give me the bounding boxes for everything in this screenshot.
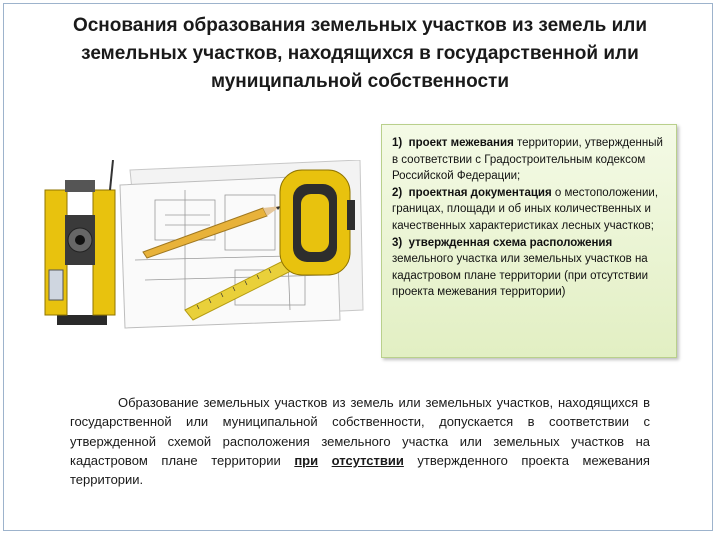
item-heading: утвержденная схема расположения xyxy=(408,236,613,249)
item-text: о местоположении, границах, площади и об иных количественных и качественных характеристиках лесных участков; xyxy=(392,186,659,232)
list-item xyxy=(392,235,668,301)
underlined-word: при xyxy=(294,452,319,468)
item-number: 1) xyxy=(392,137,403,149)
item-heading: проектная документация xyxy=(408,186,552,199)
page-title: Основания образования земельных участков из земель или земельных участков, находящихся в государственной или муниципальной собственности xyxy=(72,15,648,92)
list-item xyxy=(392,185,668,235)
surveying-illustration xyxy=(35,160,365,330)
underlined-word: отсутствии xyxy=(331,452,404,468)
item-text: земельного участка или земельных участков на кадастровом плане территории (при отсутствии проекта межевания территории) xyxy=(392,253,649,299)
paragraph-text: Образование земельных участков из земель или земельных участков, находящихся в государственной или муниципальной собственности, допускается в соответствии с утвержденной схемой расположения земельного участка или земельных участков на кадастровом плане территории xyxy=(70,395,650,468)
paragraph-text: утвержденного проекта межевания территории. xyxy=(70,452,650,488)
tape-measure-icon xyxy=(280,170,355,275)
item-number: 3) xyxy=(392,236,403,249)
body-paragraph xyxy=(70,393,650,489)
item-heading: проект межевания xyxy=(408,137,514,149)
item-text: территории, утвержденный в соответствии с Градостроительным кодексом Российской Федерации; xyxy=(392,137,663,183)
requirements-box xyxy=(381,124,677,358)
total-station-icon xyxy=(45,160,115,325)
item-number: 2) xyxy=(392,186,403,199)
list-item xyxy=(392,135,668,185)
